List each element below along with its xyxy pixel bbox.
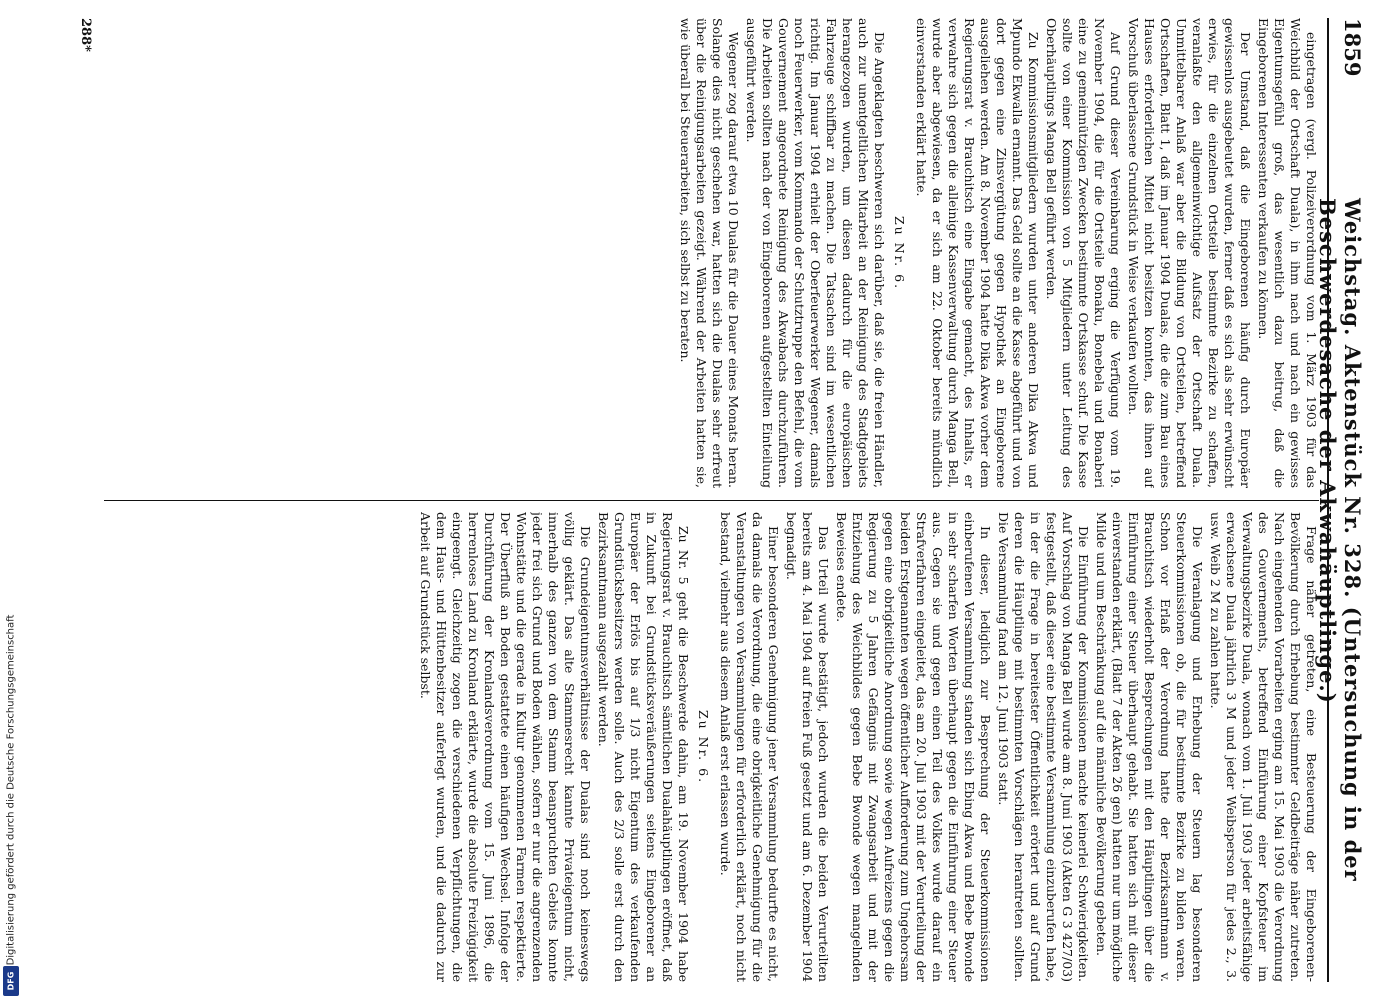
paragraph: Der Umstand, daß die Eingeborenen häufig durch Europäer gewissenlos ausgebeutet wurden, ferner daß es sich als sehr erwünscht erwies, für die einzelnen Ortsteile bestimmte Bezirke zu schaffen, veranlaßte den allgemeinwichtige Aufsatz der Ortschaft Duala. Unmittelbarer Anlaß war aber die Bildung von Ortsteilen, betreffend Ortschaften, Blatt 1, daß im Januar 1904 Dualas, die die zum Bau eines Hauses erforderlichen Mittel nicht besitzen konnten, das ihnen auf Vorschuß überlassene Grundstück in Weise verkaufen wollten.: [1126, 18, 1253, 488]
paragraph: Auf Grund dieser Vereinbarung erging die Verfügung vom 19. November 1904, die für die Ortsteile Bonaku, Bonebela und Bonaberi eine zu gemeinnützigen Zwecken bestimmte Ortskasse schuf. Die Kasse sollte von einer Kommission von 5 Mitgliedern unter Leitung des Oberhäuptlings Manga Bell geführt werden.: [1044, 18, 1123, 488]
scanned-page: [60, 0, 1377, 1000]
page-signature: 288*: [78, 18, 93, 52]
paragraph: Die Grundeigentumsverhältnisse der Dualas sind noch keineswegs völlig geklärt. Das alte Stammesrecht kannte Privateigentum nicht, innerhalb des ganzen von dem Stamm beanspruchten Gebiets konnte jeder frei sich Grund und Boden wählen, sofern er nur die angrenzenden Wohnstätte und die gerade in Kultur genommenen Farmen respektierte. Der Überfluß an Boden gestattete einen häufigen Wechsel. Infolge der Durchführung der Kronlandsverordnung vom 15. Juni 1896, die herrenloses Land zu Kronland erklärte, wurde die absolute Freizügigkeit eingeengt. Gleichzeitig zogen die verschiedenen Verpflichtungen, die dem Haus- und Hüttenbesitzer auferlegt wurden, und die dadurch zur Arbeit auf Grundstück selbst.: [418, 512, 593, 982]
dfg-logo: [3, 966, 19, 996]
paragraph: In dieser, lediglich zur Besprechung der Steuerkommissionen einberufenen Versammlung standen sich Ebing Akwa und Bebe Bwonde in sehr scharfen Worten überhaupt gegen die Einführung einer Steuer aus. Gegen sie und gegen einen Teil des Volkes wurde darauf ein Strafverfahren eingeleitet, das am 20. Juli 1903 mit der Verurteilung der beiden Erstgenannten wegen öffentlicher Aufforderung zum Ungehorsam gegen eine obrigkeitliche Anordnung sowie wegen Aufreizens gegen die Regierung zu 5 Jahren Gefängnis mit Zwangsarbeit und mit der Entziehung des Weichbildes gegen Bebe Bwonde wegen mangelnden Beweises endete.: [834, 512, 993, 982]
paragraph: Einer besonderen Genehmigung jener Versammlung bedurfte es nicht, da damals die Verordnung, die eine obrigkeitliche Genehmigung für die Veranstaltungen von Versammlungen für erforderlich erklärt, noch nicht bestand, vielmehr aus diesem Anlaß erst erlassen wurde.: [718, 512, 781, 982]
paragraph: Wegener zog darauf etwa 10 Dualas für die Dauer eines Monats heran. Solange dies nicht geschehen war, hatten sich die Dualas sehr erfreut über die Reinigungsarbeiten gezeigt. Während der Arbeiten hatten sie, wie überall bei Steuerarbeiten, sich selbst zu beraten.: [678, 18, 741, 488]
paragraph: Die Einführung der Kommissionen machte keinerlei Schwierigkeiten. Auf Vorschlag von Manga Bell wurde am 8. Juni 1903 (Akten G 3 427/03) festgestellt, daß dieser eine bestimmte Versammlung einzuberufen habe, in der die Frage in bereitester Öffentlichkeit erörtert und auf Grund deren die Häuptlinge mit bestimmten Vorschlägen herantreten sollten. Die Versammlung fand am 12. Juni 1903 statt.: [996, 512, 1091, 982]
section-heading: Zu Nr. 6.: [892, 215, 907, 291]
section-heading: Zu Nr. 6.: [696, 709, 711, 785]
paragraph: Die Veranlagung und Erhebung der Steuern lag besonderen Steuerkommissionen ob, die für bestimmte Bezirke zu bilden waren. Schon vor Erlaß der Verordnung hatte der Bezirksamtmann v. Brauchitsch wiederholt Besprechungen mit den Häuptlingen über die Einführung einer Steuer überhaupt gehabt. Sie hatten sich mit dieser einverstanden erklärt, (Blatt 7 der Akten 26 gen) hatten nur um mögliche Milde und um Beschränkung auf die männliche Bevölkerung gebeten.: [1094, 512, 1205, 982]
column-left: [104, 18, 1319, 488]
page-number: 1859: [1340, 18, 1365, 77]
column-divider: [104, 500, 1319, 501]
running-head: [1315, 18, 1365, 982]
paragraph: Das Urteil wurde bestätigt, jedoch wurden die beiden Verurteilten bereits am 4. Mai 1904 auf freien Fuß gesetzt und am 6. Dezember 1904 begnadigt.: [784, 512, 831, 982]
credit-text: Digitalisierung gefördert durch die Deutsche Forschungsgemeinschaft: [5, 614, 17, 966]
paragraph: Zu Nr. 5 geht die Beschwerde dahin, am 19. November 1904 habe Regierungsrat v. Brauchitsch sämtlichen Dualahäuptlingen eröffnet, daß in Zukunft bei Grundstücksveräußerungen seitens Eingeborener an Europäer der Erlös bis auf 1/3 nicht Eigentum des verkaufenden Grundstücksbesitzers werden solle. Auch des 2/3 solle erst durch den Bezirksamtmann ausgezahlt werden.: [596, 512, 691, 982]
header-rule: [1327, 18, 1329, 982]
paragraph: Zu Kommissionsmitgliedern wurden unter anderen Dika Akwa und Mpundo Ekwalla ernannt. Das Geld sollte an die Kasse abgeführt und von dort gegen eine Zinsvergütung gegen Hypothek an Eingeborene ausgeliehen werden. Am 8. November 1904 hatte Dika Akwa vorher dem Regierungsrat v. Brauchitsch eine Eingabe gemacht, des Inhalts, er verwahre sich gegen die alleinige Kassenverwaltung durch Manga Bell, wurde aber abgewiesen, da er sich am 22. Oktober bereits mündlich einverstanden erklärt hatte.: [914, 18, 1041, 488]
paragraph: eingetragen (vergl. Polizeiverordnung vom 1. März 1903 für das Weichbild der Ortschaft Duala), in ihm nach und nach ein gewisses Eigentumsgefühl groß, das wesentlich dazu beitrug, daß die Eingeborenen Interessenten verkaufen zu können.: [1256, 18, 1319, 488]
column-right: [104, 512, 1319, 982]
page-title: Weichstag. Aktenstück Nr. 328. (Untersuchung in der Beschwerdesache der Akwahäuptlinge.): [1315, 198, 1365, 882]
paragraph: Die Angeklagten beschweren sich darüber, daß sie, die freien Händler, auch zur unentgeltlichen Mitarbeit an der Reinigung des Stadtgebiets herangezogen wurden, um diesen dadurch für die europäischen Fahrzeuge schiffbar zu machen. Die Tatsachen sind im wesentlichen richtig. Im Januar 1904 erhielt der Oberfeuerwerker Wegener, damals noch Feuerwerker, vom Kommando der Schutztruppe den Befehl, die vom Gouvernement angeordnete Reinigung des Akwabachs durchzuführen. Die Arbeiten sollten nach der von Eingeborenen aufgestellten Einteilung ausgeführt werden.: [744, 18, 887, 488]
paragraph: Frage näher getreten, eine Besteuerung der Eingeborenen-Bevölkerung durch Erhebung bestimmter Geldbeiträge näher zutreten. Nach eingehenden Vorarbeiten erging am 15. Mai 1903 die Verordnung des Gouvernements, betreffend Einführung einer Kopfsteuer im Verwaltungsbezirke Duala, wonach vom 1. Juli 1903 jeder arbeitsfähige erwachsene Duala jährlich 3 M und jeder Weibsperson für jedes 2., 3. usw. Weib 2 M zu zahlen hatte.: [1208, 512, 1319, 982]
digitization-credit: [0, 0, 22, 1000]
dfg-logo-label: DFG: [6, 971, 16, 991]
